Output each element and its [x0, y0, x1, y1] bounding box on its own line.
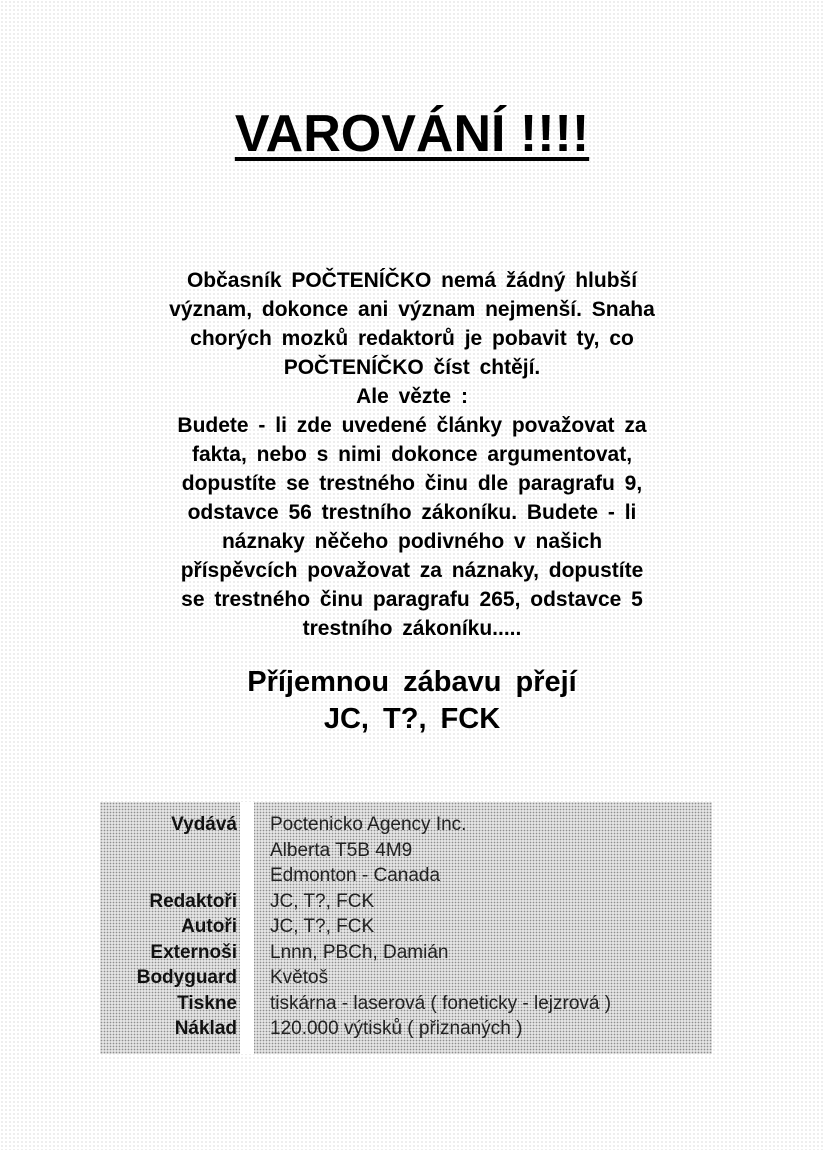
- imprint-label-bodyguard: Bodyguard: [136, 967, 237, 988]
- imprint-value-authors: JC, T?, FCK: [270, 916, 375, 937]
- closing-line-1: Příjemnou zábavu přejí: [247, 666, 577, 698]
- disclaimer-line: Občasník POČTENÍČKO nemá žádný hlubší: [186, 269, 638, 292]
- imprint-label-editors: Redaktoři: [149, 890, 237, 912]
- imprint-value-publisher: Poctenicko Agency Inc.: [270, 814, 467, 835]
- imprint-label-publisher: Vydává: [171, 814, 237, 835]
- disclaimer-line: Budete - li zde uvedené články považovat za: [177, 414, 647, 437]
- imprint-label-circulation: Náklad: [174, 1018, 237, 1039]
- disclaimer-line: se trestného činu paragrafu 265, odstavce 5: [181, 588, 643, 611]
- closing-signature: JC, T?, FCK: [323, 703, 501, 735]
- imprint-value-externals: Lnnn, PBCh, Damián: [270, 941, 449, 963]
- disclaimer-line: Ale vězte :: [356, 385, 468, 408]
- disclaimer-line: příspěvcích považovat za náznaky, dopustíte: [180, 559, 644, 582]
- imprint-label-printer: Tiskne: [177, 992, 237, 1014]
- disclaimer-line: dopustíte se trestného činu dle paragrafu 9,: [181, 472, 643, 495]
- imprint-label-externals: Externoši: [150, 941, 237, 963]
- warning-title-text: VAROVÁNÍ !!!!: [234, 105, 590, 163]
- closing-greeting: [0, 664, 824, 738]
- imprint-divider: [240, 802, 254, 1054]
- disclaimer-line: trestního zákoníku.....: [302, 617, 522, 640]
- imprint-labels: [100, 812, 237, 1042]
- imprint-value-city: Edmonton - Canada: [270, 865, 441, 886]
- disclaimer-line: chorých mozků redaktorů je pobavit ty, co: [190, 327, 634, 350]
- disclaimer-line: význam, dokonce ani význam nejmenší. Snaha: [169, 298, 655, 321]
- imprint-label-authors: Autoři: [181, 916, 237, 937]
- disclaimer-line: fakta, nebo s nimi dokonce argumentovat,: [191, 443, 633, 466]
- disclaimer-line: náznaky něčeho podivného v našich: [221, 530, 603, 553]
- imprint-value-circulation: 120.000 výtisků ( přiznaných ): [270, 1018, 523, 1039]
- imprint-values: [270, 812, 710, 1042]
- imprint-value-bodyguard: Květoš: [270, 967, 329, 988]
- imprint-label-empty: [100, 838, 237, 864]
- imprint-value-editors: JC, T?, FCK: [270, 890, 375, 912]
- imprint-box: [100, 802, 712, 1054]
- disclaimer-text: [100, 266, 724, 643]
- disclaimer-line: odstavce 56 trestního zákoníku. Budete - li: [187, 501, 637, 524]
- disclaimer-line: POČTENÍČKO číst chtějí.: [283, 356, 541, 379]
- imprint-value-address: Alberta T5B 4M9: [270, 839, 413, 861]
- imprint-label-empty: [100, 863, 237, 889]
- warning-title: [0, 104, 824, 164]
- imprint-value-printer: tiskárna - laserová ( foneticky - lejzrová ): [270, 992, 612, 1014]
